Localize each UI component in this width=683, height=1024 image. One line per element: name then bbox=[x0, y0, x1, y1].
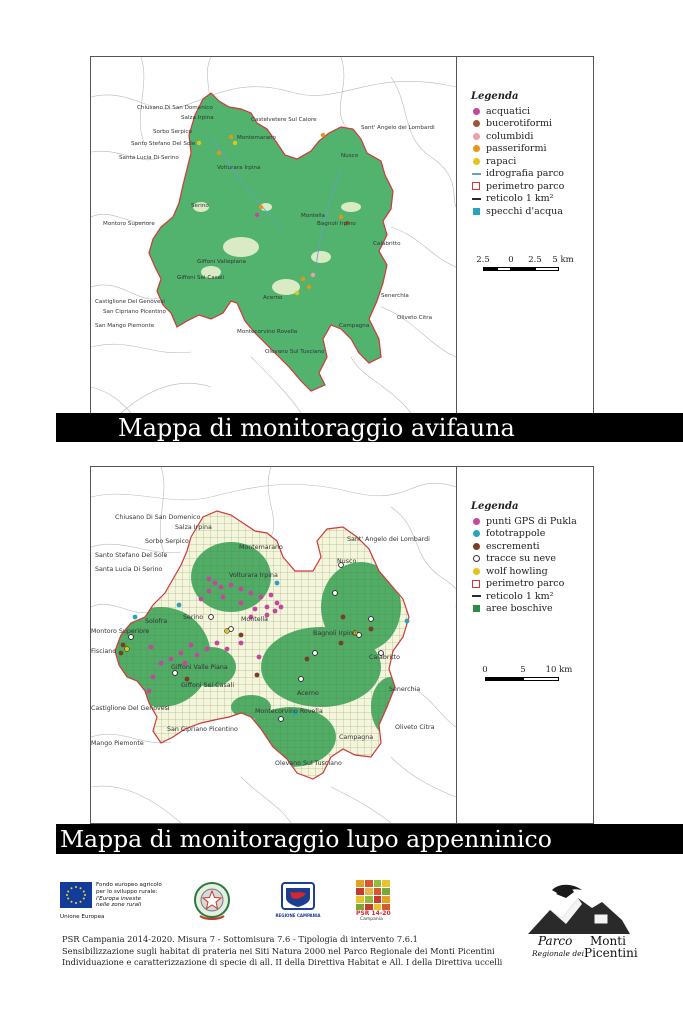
map2-town: San Cipriano Picentino bbox=[167, 726, 238, 733]
map2-separator bbox=[456, 467, 457, 823]
park-mountain-icon bbox=[522, 880, 632, 936]
map2-town: Calabritto bbox=[369, 654, 400, 661]
map1-town: Chiusano Di San Domenico bbox=[137, 105, 213, 111]
map1-town: San Mango Piemonte bbox=[95, 323, 155, 329]
map1-svg bbox=[91, 57, 456, 413]
map1-town: Calabritto bbox=[373, 241, 401, 247]
map1-town: Montemarano bbox=[237, 135, 277, 141]
park-word: Parco bbox=[538, 934, 573, 948]
map2-town: Montecorvino Rovella bbox=[255, 708, 323, 715]
map2-town: Serino bbox=[183, 614, 204, 621]
map1-legend-item bbox=[471, 105, 564, 118]
map1-town: Oliveto Citra bbox=[397, 315, 433, 321]
legend-symbol bbox=[473, 158, 480, 165]
legend-symbol bbox=[473, 605, 480, 612]
scale-label: 0 bbox=[482, 665, 488, 675]
map2-town: Sorbo Serpico bbox=[145, 538, 189, 545]
map2-town: Oliveto Citra bbox=[395, 724, 435, 731]
map2-town: Campagna bbox=[339, 734, 374, 741]
legend-label: idrografia parco bbox=[486, 168, 565, 180]
map2-legend-item bbox=[471, 528, 577, 541]
map1-legend-item bbox=[471, 205, 564, 218]
map1-town: Castelvetere Sul Calore bbox=[251, 117, 317, 123]
map2-svg bbox=[91, 467, 456, 823]
map2-town: Montella bbox=[241, 616, 268, 623]
map1-town: Campagna bbox=[339, 323, 370, 329]
map1-town: Montoro Superiore bbox=[103, 221, 155, 227]
footer-line: PSR Campania 2014-2020. Misura 7 - Sottomisura 7.6 - Tipologia di intervento 7.6.1 bbox=[62, 934, 418, 944]
map2-town: Giffoni Valle Piana bbox=[171, 664, 228, 671]
eu-text-line: l'Europa investe bbox=[96, 895, 142, 902]
map1-legend-item bbox=[471, 118, 564, 131]
legend-symbol bbox=[473, 543, 480, 550]
map2-town: Solofra bbox=[145, 618, 168, 625]
map1-scale-bar bbox=[476, 255, 574, 275]
eu-caption: Unione Europea bbox=[60, 914, 105, 920]
legend-label: fototrappole bbox=[486, 528, 546, 540]
map1-town: San Cipriano Picentino bbox=[103, 309, 166, 315]
map1-legend-item bbox=[471, 155, 564, 168]
map1-town: Santa Lucia Di Serino bbox=[119, 155, 179, 161]
region-caption: REGIONE CAMPANIA bbox=[275, 913, 321, 918]
legend-symbol bbox=[472, 595, 481, 597]
legend-label: tracce su neve bbox=[486, 553, 557, 565]
scale-label: 2.5 bbox=[528, 255, 542, 265]
map1-town: Volturara Irpina bbox=[217, 165, 261, 171]
legend-symbol bbox=[473, 120, 480, 127]
map1-town: Acerno bbox=[263, 295, 283, 301]
map1-canvas bbox=[91, 57, 456, 413]
eu-flag-icon bbox=[60, 882, 92, 908]
eu-text-line: per lo sviluppo rurale: bbox=[96, 888, 158, 895]
map1-town: Castiglione Del Genovesi bbox=[95, 299, 165, 305]
map2-legend bbox=[471, 501, 577, 615]
map1-town: Montella bbox=[301, 213, 325, 219]
legend-label: specchi d'acqua bbox=[486, 205, 563, 217]
map1-town: Serino bbox=[191, 203, 209, 209]
map1-town: Santo Stefano Del Sole bbox=[131, 141, 196, 147]
scale-label: 2.5 bbox=[476, 255, 490, 265]
map2-legend-item bbox=[471, 515, 577, 528]
legend-symbol bbox=[473, 108, 480, 115]
map2-legend-item bbox=[471, 590, 577, 603]
map2-title-band bbox=[56, 824, 683, 854]
legend-label: escrementi bbox=[486, 540, 540, 552]
legend-symbol bbox=[472, 182, 480, 190]
eu-text-line: Fondo europeo agricolo bbox=[96, 882, 162, 888]
footer-line: Individuazione e caratterizzazione di specie di all. II della Direttiva Habitat e All. I della Direttiva uccelli bbox=[62, 957, 503, 967]
eu-logo bbox=[60, 882, 190, 926]
legend-symbol bbox=[473, 133, 480, 140]
map1-town: Giffoni Vallepiana bbox=[197, 259, 246, 265]
legend-symbol bbox=[473, 568, 480, 575]
map2-legend-item bbox=[471, 540, 577, 553]
map2-panel bbox=[90, 466, 594, 824]
regione-campania-logo bbox=[274, 882, 322, 922]
psr-sub: Campania bbox=[360, 917, 383, 922]
parco-monti-picentini-logo bbox=[522, 880, 638, 970]
map2-town: Montoro Superiore bbox=[91, 628, 150, 635]
map1-legend-item bbox=[471, 130, 564, 143]
park-word: Regionale dei bbox=[532, 949, 584, 958]
map2-town: Nusco bbox=[337, 558, 357, 565]
park-word: Picentini bbox=[584, 946, 638, 960]
map2-town: Chiusano Di San Domenico bbox=[115, 514, 201, 521]
map2-town: Sant' Angelo dei Lombardi bbox=[347, 536, 430, 543]
map1-town: Montecorvino Rovella bbox=[237, 329, 298, 335]
legend-symbol bbox=[473, 145, 480, 152]
map2-town: Fisciano bbox=[91, 648, 117, 655]
legend-symbol bbox=[472, 198, 481, 200]
map2-town: Salza Irpina bbox=[175, 524, 212, 531]
map1-panel bbox=[90, 56, 594, 414]
legend-label: passeriformi bbox=[486, 143, 547, 155]
legend-symbol bbox=[473, 555, 480, 562]
scale-label: 0 bbox=[508, 255, 514, 265]
psr-mosaic-icon bbox=[356, 880, 390, 910]
legend-label: reticolo 1 km² bbox=[486, 193, 554, 205]
map2-town: Senerchia bbox=[389, 686, 421, 693]
map2-canvas bbox=[91, 467, 456, 823]
map1-town: Sant' Angelo dei Lombardi bbox=[361, 125, 435, 131]
footer-text bbox=[62, 934, 502, 969]
eu-text-line: nelle zone rurali bbox=[96, 902, 142, 909]
psr-logo bbox=[356, 880, 396, 924]
map1-legend-item bbox=[471, 180, 564, 193]
scale-label: 5 bbox=[520, 665, 526, 675]
map1-town: Olevano Sul Tusciano bbox=[265, 349, 325, 355]
map1-town: Senerchia bbox=[381, 293, 409, 299]
map2-scale-bar bbox=[482, 665, 573, 685]
map1-legend-item bbox=[471, 193, 564, 206]
legend-symbol bbox=[473, 530, 480, 537]
map2-town: Santa Lucia Di Serino bbox=[95, 566, 163, 573]
park-word: Monti bbox=[590, 934, 626, 948]
scale-label: 5 km bbox=[552, 255, 574, 265]
legend-label: columbidi bbox=[486, 130, 534, 142]
map2-legend-item bbox=[471, 553, 577, 566]
map1-legend-item bbox=[471, 168, 564, 181]
map2-town: Olevano Sul Tusciano bbox=[275, 760, 342, 767]
map1-legend-title: Legenda bbox=[471, 91, 519, 102]
map1-town: Salza Irpina bbox=[181, 115, 214, 121]
map2-town: Castiglione Del Genovesi bbox=[91, 705, 170, 712]
map1-town: Giffoni Sei Casali bbox=[177, 275, 225, 281]
map2-legend-item bbox=[471, 603, 577, 616]
legend-label: acquatici bbox=[486, 105, 531, 117]
map1-separator bbox=[456, 57, 457, 413]
map2-town: Giffoni Sei Casali bbox=[181, 682, 235, 689]
legend-label: reticolo 1 km² bbox=[486, 590, 554, 602]
legend-label: perimetro parco bbox=[486, 578, 565, 590]
legend-label: punti GPS di Pukla bbox=[486, 515, 577, 527]
map2-town: Mango Piemonte bbox=[91, 740, 144, 747]
legend-label: aree boschive bbox=[486, 603, 553, 615]
legend-symbol bbox=[472, 173, 481, 175]
map1-title-band bbox=[56, 413, 683, 442]
map1-town: Bagnoli Irpino bbox=[317, 221, 356, 227]
map2-town: Montemarano bbox=[239, 544, 283, 551]
italy-emblem-icon bbox=[192, 880, 232, 922]
map1-legend-item bbox=[471, 143, 564, 156]
map2-town: Santo Stefano Del Sole bbox=[95, 552, 168, 559]
legend-symbol bbox=[473, 208, 480, 215]
map1-town: Sorbo Serpico bbox=[153, 129, 192, 135]
map1-legend bbox=[471, 91, 564, 218]
map1-town: Nusco bbox=[341, 153, 359, 159]
legend-label: perimetro parco bbox=[486, 180, 565, 192]
map2-legend-item bbox=[471, 578, 577, 591]
legend-symbol bbox=[472, 580, 480, 588]
map1-title: Mappa di monitoraggio avifauna bbox=[118, 414, 515, 442]
campania-shield-icon bbox=[280, 882, 316, 910]
legend-label: wolf howling bbox=[486, 565, 548, 577]
map2-town: Volturara Irpina bbox=[229, 572, 278, 579]
scale-label: 10 km bbox=[545, 665, 573, 675]
map2-legend-title: Legenda bbox=[471, 501, 519, 512]
map2-town: Bagnoli Irpino bbox=[313, 630, 357, 637]
legend-symbol bbox=[473, 518, 480, 525]
legend-label: bucerotiformi bbox=[486, 118, 553, 130]
footer-line: Sensibilizzazione sugli habitat di prateria nei Siti Natura 2000 nel Parco Regionale dei Monti Picentini bbox=[62, 945, 495, 956]
map2-legend-item bbox=[471, 565, 577, 578]
map2-town: Acerno bbox=[297, 690, 319, 697]
map2-title: Mappa di monitoraggio lupo appenninico bbox=[60, 825, 552, 853]
psr-caption: PSR 14-20 bbox=[356, 910, 391, 917]
legend-label: rapaci bbox=[486, 155, 517, 167]
